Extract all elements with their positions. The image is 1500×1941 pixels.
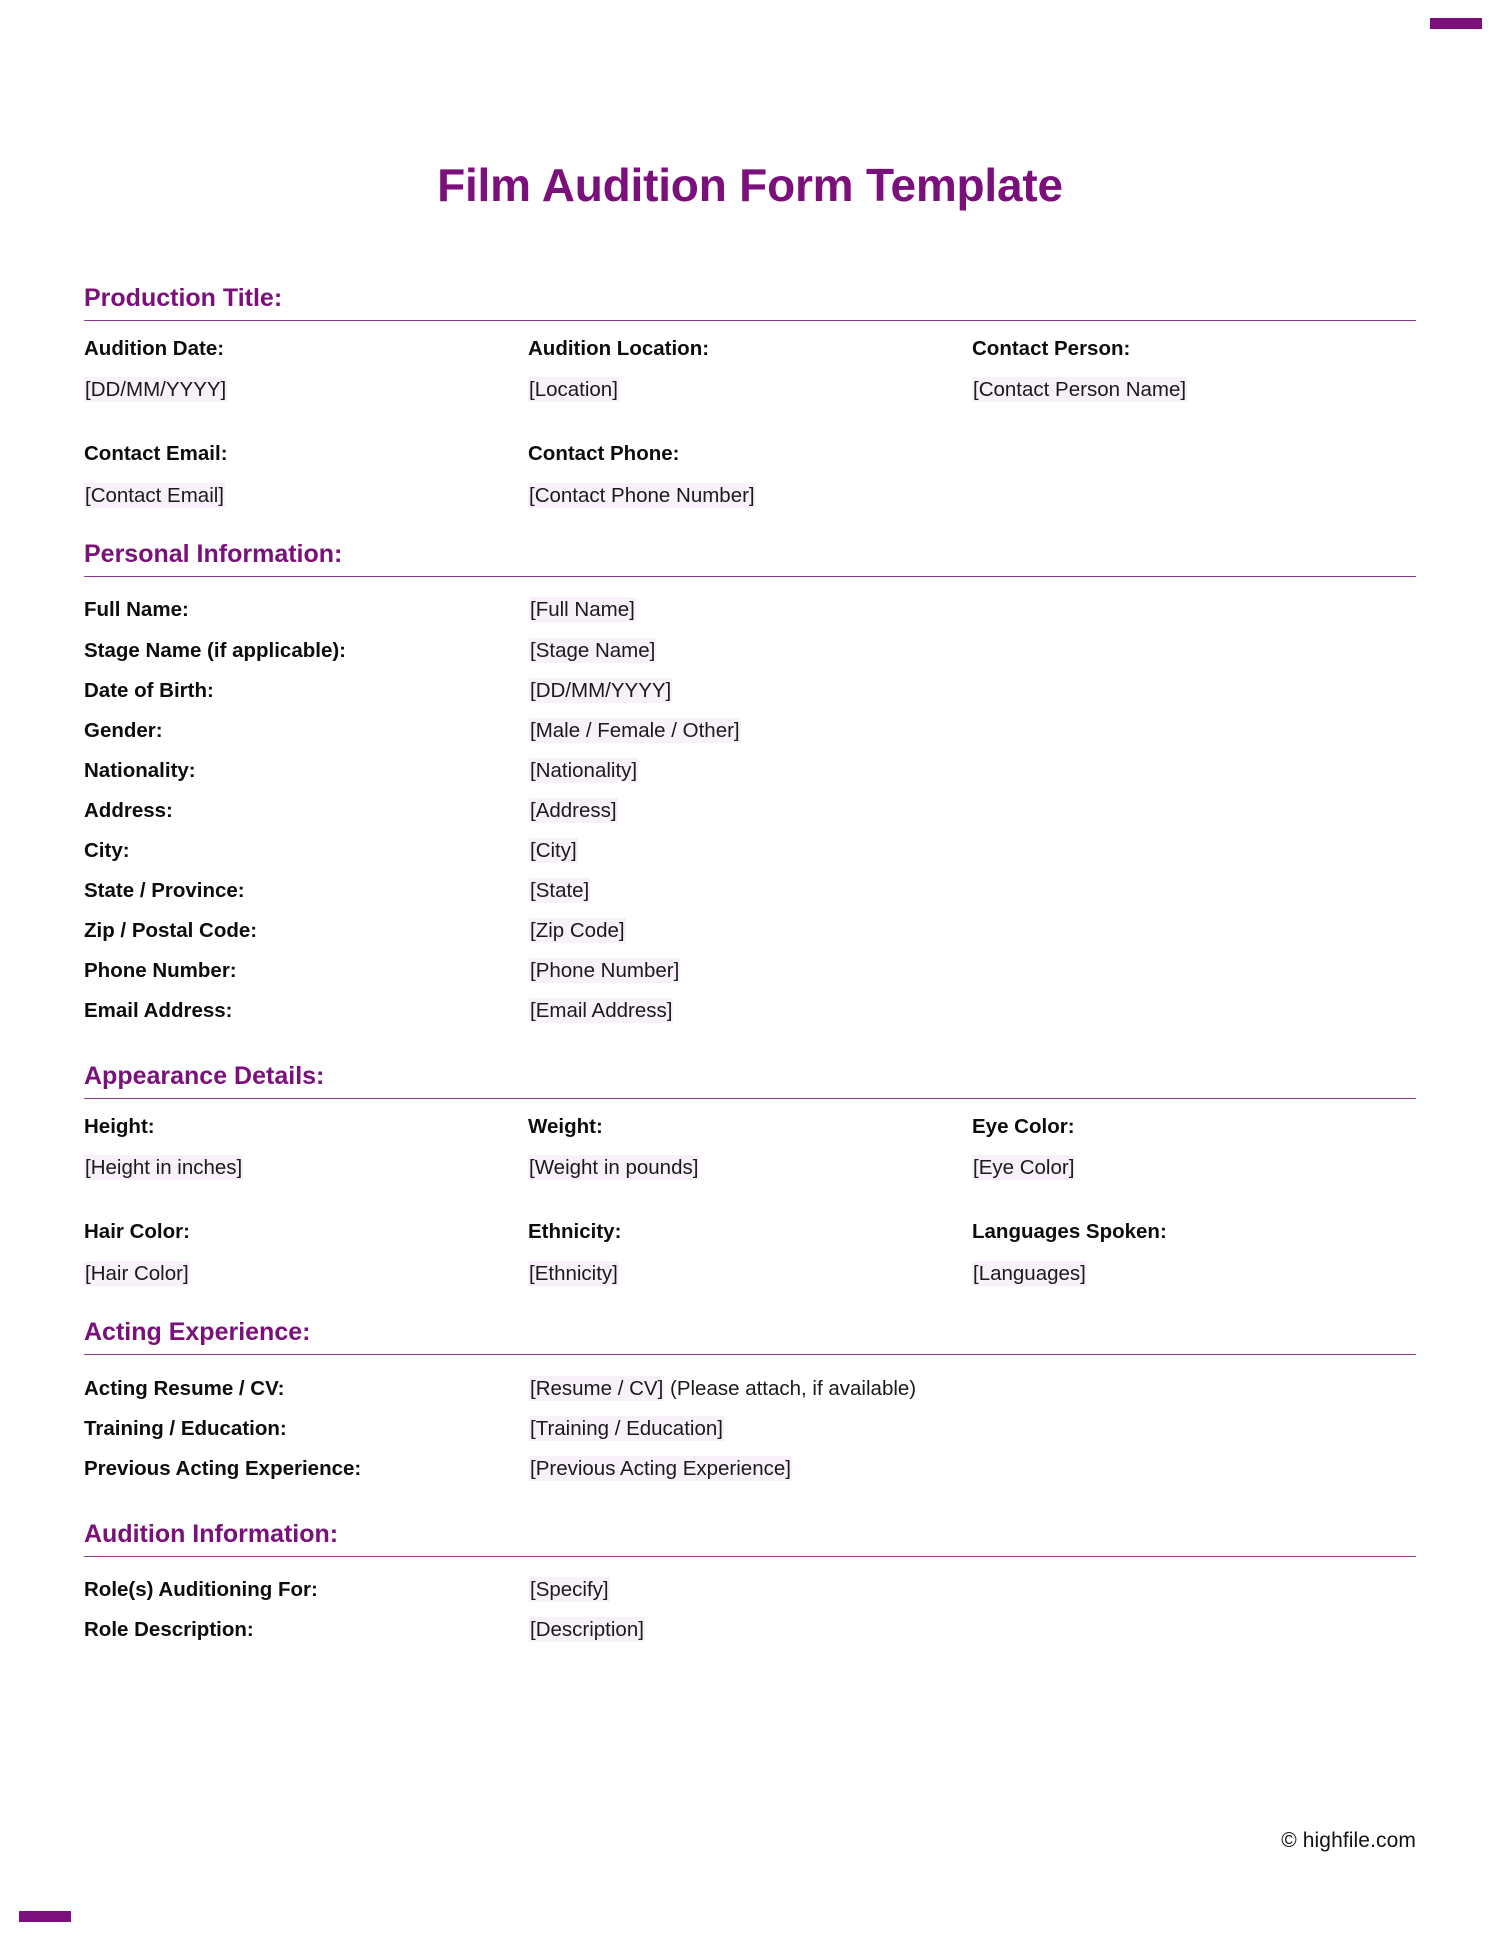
field-value[interactable] — [529, 837, 1416, 865]
field-eye-color — [972, 1099, 1416, 1182]
row-spacer — [84, 1182, 1416, 1204]
field-address — [84, 791, 1416, 831]
field-label: Role Description: — [84, 1617, 254, 1641]
field-acting-resume-cv — [84, 1368, 1416, 1408]
field-empty-slot — [972, 426, 1416, 509]
field-audition-date — [84, 321, 528, 404]
field-value-text: [Contact Email] — [85, 483, 224, 507]
field-value-text: [Previous Acting Experience] — [530, 1456, 791, 1480]
field-value-text: [Ethnicity] — [529, 1261, 618, 1285]
field-date-of-birth — [84, 670, 1416, 710]
field-full-name — [84, 590, 1416, 630]
field-previous-acting-experience — [84, 1449, 1416, 1489]
field-value-text: [DD/MM/YYYY] — [85, 378, 227, 402]
field-value-text: [Height in inches] — [85, 1156, 243, 1180]
field-label: Audition Location: — [528, 336, 710, 360]
field-value-text: [Resume / CV] — [530, 1376, 664, 1400]
field-label: Full Name: — [84, 598, 189, 622]
page-title: Film Audition Form Template — [437, 159, 1063, 211]
field-value-text: [Contact Person Name] — [973, 378, 1187, 402]
field-ethnicity — [528, 1204, 972, 1287]
section-acting-experience — [84, 1317, 1416, 1488]
field-roles-auditioning-for — [84, 1570, 1416, 1610]
field-audition-location — [528, 321, 972, 404]
field-label: Email Address: — [84, 998, 233, 1022]
field-contact-person — [972, 321, 1416, 404]
field-value-text: [Nationality] — [530, 758, 638, 782]
field-value-text: [Address] — [530, 798, 617, 822]
field-contact-email — [84, 426, 528, 509]
field-value[interactable] — [528, 1260, 972, 1288]
field-label: Audition Date: — [84, 336, 225, 360]
section-personal-information — [84, 539, 1416, 1031]
field-value[interactable] — [529, 797, 1416, 825]
field-label: Training / Education: — [84, 1416, 287, 1440]
field-label: Height: — [84, 1114, 155, 1138]
field-value[interactable] — [529, 757, 1416, 785]
field-weight — [528, 1099, 972, 1182]
field-value[interactable] — [84, 482, 528, 510]
field-value[interactable] — [528, 482, 972, 510]
field-value-text: [Contact Phone Number] — [529, 483, 755, 507]
field-height — [84, 1099, 528, 1182]
field-label: Contact Email: — [84, 441, 228, 465]
field-value[interactable] — [529, 596, 1416, 624]
field-contact-phone — [528, 426, 972, 509]
field-value[interactable] — [529, 917, 1416, 945]
field-label: Gender: — [84, 718, 163, 742]
field-value-note: (Please attach, if available) — [664, 1376, 917, 1400]
appearance-grid-row-1 — [84, 1099, 1416, 1182]
field-value[interactable] — [84, 1260, 528, 1288]
field-label: Zip / Postal Code: — [84, 918, 258, 942]
field-value-text: [Languages] — [973, 1261, 1086, 1285]
field-value-text: [State] — [530, 878, 590, 902]
field-email-address — [84, 991, 1416, 1031]
field-value-text: [Eye Color] — [973, 1156, 1075, 1180]
field-value[interactable] — [84, 376, 528, 404]
field-value-text: [Phone Number] — [530, 958, 680, 982]
production-title-grid-row-2 — [84, 426, 1416, 509]
field-label: Contact Person: — [972, 336, 1131, 360]
field-gender — [84, 710, 1416, 750]
section-heading-appearance-details: Appearance Details: — [84, 1061, 325, 1090]
acting-experience-rows — [84, 1355, 1416, 1488]
field-value[interactable] — [84, 1154, 528, 1182]
field-value[interactable] — [529, 997, 1416, 1025]
field-value-text: [Training / Education] — [530, 1416, 723, 1440]
field-value[interactable] — [529, 957, 1416, 985]
field-label: Stage Name (if applicable): — [84, 638, 347, 662]
field-training-education — [84, 1409, 1416, 1449]
section-spacer — [84, 1489, 1416, 1519]
field-value-text: [Male / Female / Other] — [530, 718, 740, 742]
field-value-text: [Email Address] — [530, 998, 673, 1022]
section-spacer — [84, 509, 1416, 539]
form-sections — [84, 283, 1416, 1650]
field-value-text: [Zip Code] — [530, 918, 625, 942]
field-value-text: [Specify] — [530, 1577, 609, 1601]
section-audition-information — [84, 1519, 1416, 1650]
field-role-description — [84, 1610, 1416, 1650]
field-hair-color — [84, 1204, 528, 1287]
field-value[interactable] — [529, 1415, 1416, 1443]
field-label: Ethnicity: — [528, 1220, 622, 1244]
field-value[interactable] — [529, 1576, 1416, 1604]
field-label: Weight: — [528, 1114, 603, 1138]
field-value[interactable] — [529, 1375, 1416, 1403]
field-value-text: [Weight in pounds] — [529, 1156, 699, 1180]
field-label: Languages Spoken: — [972, 1220, 1167, 1244]
field-languages-spoken — [972, 1204, 1416, 1287]
section-spacer — [84, 1031, 1416, 1061]
field-label: Date of Birth: — [84, 678, 214, 702]
field-stage-name — [84, 630, 1416, 670]
field-label: City: — [84, 838, 130, 862]
field-value-text: [City] — [530, 838, 577, 862]
field-value[interactable] — [972, 1154, 1416, 1182]
field-value[interactable] — [972, 1260, 1416, 1288]
field-label: Previous Acting Experience: — [84, 1456, 362, 1480]
section-spacer — [84, 1287, 1416, 1317]
field-value-text: [Description] — [530, 1617, 644, 1641]
section-heading-audition-information: Audition Information: — [84, 1519, 339, 1548]
field-label: Contact Phone: — [528, 441, 680, 465]
field-value-text: [Stage Name] — [530, 638, 656, 662]
field-label: Hair Color: — [84, 1220, 190, 1244]
field-label: Address: — [84, 798, 173, 822]
field-label: State / Province: — [84, 878, 245, 902]
personal-information-rows — [84, 577, 1416, 1031]
field-value[interactable] — [529, 877, 1416, 905]
section-heading-personal-information: Personal Information: — [84, 540, 343, 569]
field-value-text: [Hair Color] — [85, 1261, 189, 1285]
field-value-text: [Location] — [529, 378, 618, 402]
field-value[interactable] — [529, 677, 1416, 705]
field-value-text: [Full Name] — [530, 598, 635, 622]
field-phone-number — [84, 951, 1416, 991]
footer-credit: © highfile.com — [1281, 1829, 1416, 1852]
field-label: Nationality: — [84, 758, 196, 782]
field-value[interactable] — [529, 1616, 1416, 1644]
field-nationality — [84, 750, 1416, 790]
field-zip-postal-code — [84, 911, 1416, 951]
field-value[interactable] — [528, 376, 972, 404]
field-label: Acting Resume / CV: — [84, 1376, 285, 1400]
audition-information-rows — [84, 1557, 1416, 1650]
field-value-text: [DD/MM/YYYY] — [530, 678, 672, 702]
section-heading-acting-experience: Acting Experience: — [84, 1318, 311, 1347]
field-state-province — [84, 871, 1416, 911]
section-appearance-details — [84, 1061, 1416, 1288]
field-label: Role(s) Auditioning For: — [84, 1577, 318, 1601]
field-value[interactable] — [529, 637, 1416, 665]
field-label: Phone Number: — [84, 958, 237, 982]
field-value[interactable] — [528, 1154, 972, 1182]
field-value[interactable] — [529, 1455, 1416, 1483]
field-city — [84, 831, 1416, 871]
section-production-title — [84, 283, 1416, 510]
production-title-grid-row-1 — [84, 321, 1416, 404]
appearance-grid-row-2 — [84, 1204, 1416, 1287]
field-value[interactable] — [529, 717, 1416, 745]
field-value[interactable] — [972, 376, 1416, 404]
field-label: Eye Color: — [972, 1114, 1075, 1138]
row-spacer — [84, 404, 1416, 426]
section-heading-production-title: Production Title: — [84, 283, 283, 312]
